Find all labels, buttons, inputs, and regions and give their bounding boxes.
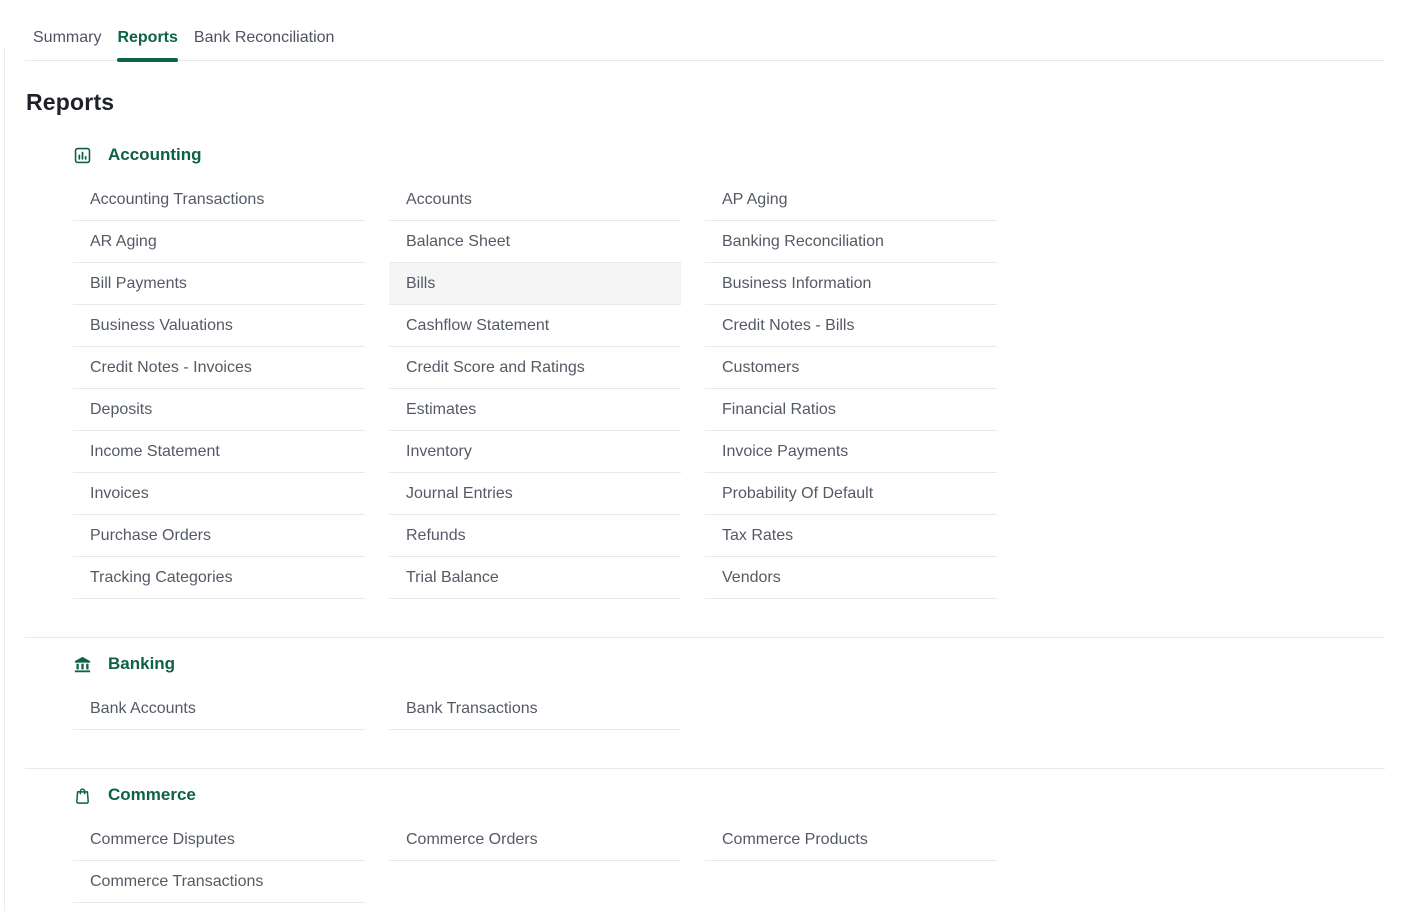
report-link-commerce-disputes[interactable]: Commerce Disputes: [73, 819, 365, 861]
section-title: Banking: [108, 654, 176, 673]
report-grid: [73, 179, 997, 599]
report-link-credit-notes-bills[interactable]: Credit Notes - Bills: [705, 305, 997, 347]
section-commerce: [73, 785, 1409, 903]
report-link-commerce-transactions[interactable]: Commerce Transactions: [73, 861, 365, 903]
report-link-ap-aging[interactable]: AP Aging: [705, 179, 997, 221]
report-link-purchase-orders[interactable]: Purchase Orders: [73, 515, 365, 557]
bar-chart-icon: [73, 146, 92, 165]
section-header: [73, 145, 1409, 165]
panel-left-border: [4, 48, 5, 911]
reports-sections: [0, 145, 1409, 903]
report-link-business-valuations[interactable]: Business Valuations: [73, 305, 365, 347]
section-accounting: [73, 145, 1409, 599]
section-separator: [25, 637, 1385, 638]
report-link-invoice-payments[interactable]: Invoice Payments: [705, 431, 997, 473]
report-link-tracking-categories[interactable]: Tracking Categories: [73, 557, 365, 599]
section-title: Accounting: [108, 145, 202, 164]
section-separator: [25, 768, 1385, 769]
report-link-commerce-orders[interactable]: Commerce Orders: [389, 819, 681, 861]
tab-bank-reconciliation[interactable]: Bank Reconciliation: [193, 29, 335, 46]
section-header: [73, 654, 1409, 674]
report-grid: [73, 688, 997, 730]
report-link-banking-reconciliation[interactable]: Banking Reconciliation: [705, 221, 997, 263]
report-link-credit-notes-invoices[interactable]: Credit Notes - Invoices: [73, 347, 365, 389]
report-link-invoices[interactable]: Invoices: [73, 473, 365, 515]
section-title: Commerce: [108, 785, 196, 804]
report-link-inventory[interactable]: Inventory: [389, 431, 681, 473]
tab-bar: [25, 28, 1385, 61]
report-link-ar-aging[interactable]: AR Aging: [73, 221, 365, 263]
report-link-probability-of-default[interactable]: Probability Of Default: [705, 473, 997, 515]
shopping-bag-icon: [73, 786, 92, 805]
report-link-commerce-products[interactable]: Commerce Products: [705, 819, 997, 861]
report-link-bank-transactions[interactable]: Bank Transactions: [389, 688, 681, 730]
report-link-deposits[interactable]: Deposits: [73, 389, 365, 431]
report-link-business-information[interactable]: Business Information: [705, 263, 997, 305]
tab-summary[interactable]: Summary: [33, 29, 102, 46]
report-link-accounting-transactions[interactable]: Accounting Transactions: [73, 179, 365, 221]
report-link-financial-ratios[interactable]: Financial Ratios: [705, 389, 997, 431]
report-link-accounts[interactable]: Accounts: [389, 179, 681, 221]
report-link-cashflow-statement[interactable]: Cashflow Statement: [389, 305, 681, 347]
report-grid: [73, 819, 997, 903]
page-title: Reports: [26, 89, 115, 115]
report-link-customers[interactable]: Customers: [705, 347, 997, 389]
report-link-journal-entries[interactable]: Journal Entries: [389, 473, 681, 515]
report-link-bank-accounts[interactable]: Bank Accounts: [73, 688, 365, 730]
report-link-bills[interactable]: Bills: [389, 263, 681, 305]
report-link-bill-payments[interactable]: Bill Payments: [73, 263, 365, 305]
bank-icon: [73, 655, 92, 674]
report-link-credit-score-and-ratings[interactable]: Credit Score and Ratings: [389, 347, 681, 389]
report-link-income-statement[interactable]: Income Statement: [73, 431, 365, 473]
report-link-trial-balance[interactable]: Trial Balance: [389, 557, 681, 599]
report-link-balance-sheet[interactable]: Balance Sheet: [389, 221, 681, 263]
report-link-tax-rates[interactable]: Tax Rates: [705, 515, 997, 557]
section-banking: [73, 654, 1409, 730]
report-link-estimates[interactable]: Estimates: [389, 389, 681, 431]
tab-reports[interactable]: Reports: [117, 28, 177, 60]
report-link-refunds[interactable]: Refunds: [389, 515, 681, 557]
section-header: [73, 785, 1409, 805]
report-link-vendors[interactable]: Vendors: [705, 557, 997, 599]
